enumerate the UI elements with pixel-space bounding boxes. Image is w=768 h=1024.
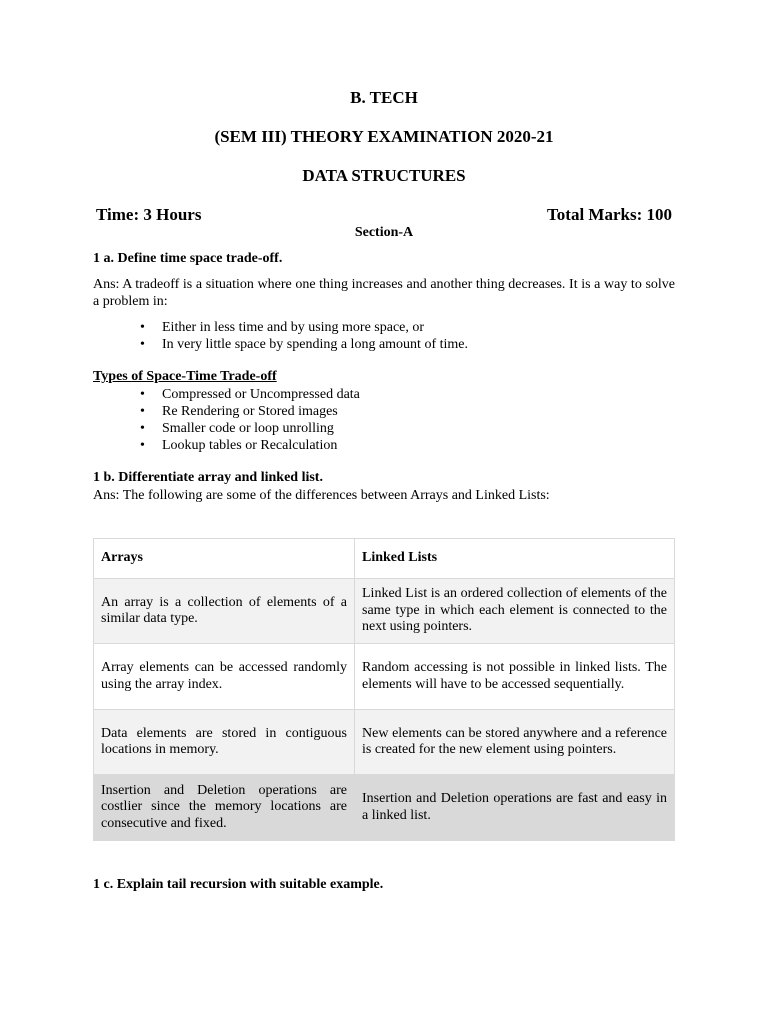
table-row (94, 579, 675, 644)
table-cell: Linked List is an ordered collection of elements of the same type in which each element is connected to the next using pointers. (355, 579, 675, 644)
answer-1b: Ans: The following are some of the differences between Arrays and Linked Lists: (93, 488, 550, 503)
bullet-icon: • (140, 337, 145, 352)
table-header-cell: Linked Lists (355, 539, 675, 579)
table-cell: Random accessing is not possible in linked lists. The elements will have to be accessed sequentially. (355, 644, 675, 710)
question-1a: 1 a. Define time space trade-off. (93, 251, 283, 266)
question-1b: 1 b. Differentiate array and linked list. (93, 470, 323, 485)
table-cell: Insertion and Deletion operations are fast and easy in a linked list. (355, 775, 675, 841)
bullet-icon: • (140, 320, 145, 335)
subject-title: DATA STRUCTURES (302, 166, 466, 185)
table-cell: New elements can be stored anywhere and a reference is created for the new element using pointers. (355, 710, 675, 775)
table-header-row (94, 539, 675, 579)
bullet-icon: • (140, 387, 145, 402)
types-list (93, 386, 360, 454)
table-row (94, 775, 675, 841)
exam-time: Time: 3 Hours (96, 205, 202, 224)
exam-title: (SEM III) THEORY EXAMINATION 2020-21 (214, 127, 554, 146)
list-item: • Either in less time and by using more space, or (140, 320, 425, 335)
list-item: • Re Rendering or Stored images (140, 404, 338, 419)
list-item: • In very little space by spending a long amount of time. (140, 337, 468, 352)
table-cell: Data elements are stored in contiguous locations in memory. (94, 710, 355, 775)
table-cell: Array elements can be accessed randomly using the array index. (94, 644, 355, 710)
table-header-cell: Arrays (94, 539, 355, 579)
bullet-icon: • (140, 421, 145, 436)
table-cell: Insertion and Deletion operations are costlier since the memory locations are consecutive and fixed. (94, 775, 355, 841)
table-cell: An array is a collection of elements of a similar data type. (94, 579, 355, 644)
list-item: • Lookup tables or Recalculation (140, 438, 338, 453)
program-title: B. TECH (350, 88, 418, 107)
exam-total-marks: Total Marks: 100 (547, 205, 672, 224)
comparison-table (93, 538, 675, 841)
answer-1a-bullets (93, 319, 468, 353)
question-1c: 1 c. Explain tail recursion with suitable example. (93, 877, 384, 892)
table-row (94, 710, 675, 775)
bullet-icon: • (140, 404, 145, 419)
bullet-icon: • (140, 438, 145, 453)
table-row (94, 644, 675, 710)
types-heading: Types of Space-Time Trade-off (93, 369, 277, 384)
list-item: • Compressed or Uncompressed data (140, 387, 360, 402)
answer-1a: Ans: A tradeoff is a situation where one thing increases and another thing decreases. It is a way to solve a problem in: (93, 277, 675, 309)
list-item: • Smaller code or loop unrolling (140, 421, 334, 436)
section-label: Section-A (354, 225, 414, 240)
